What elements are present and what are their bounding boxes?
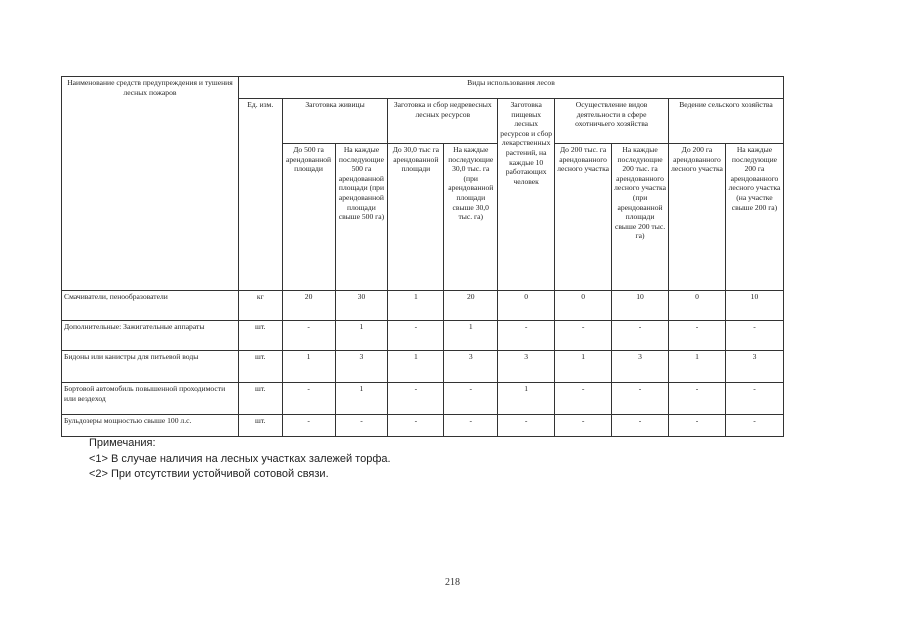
- row-value: 0: [498, 291, 555, 321]
- header-group: Заготовка и сбор недревесных лесных ресурсов: [388, 99, 498, 144]
- row-unit: шт.: [238, 415, 282, 437]
- row-value: 10: [725, 291, 783, 321]
- row-value: -: [498, 321, 555, 351]
- row-value: 1: [498, 383, 555, 415]
- row-value: -: [555, 415, 612, 437]
- note-item: <2> При отсутствии устойчивой сотовой связи.: [89, 468, 329, 480]
- header-kinds-title: Виды использования лесов: [238, 77, 783, 99]
- row-value: 0: [669, 291, 726, 321]
- row-value: -: [444, 383, 498, 415]
- row-value: -: [725, 321, 783, 351]
- header-sub: До 200 га арендованного лесного участка: [669, 144, 726, 291]
- header-group: Ведение сельского хозяйства: [669, 99, 784, 144]
- table-row: [62, 291, 784, 321]
- notes-title: Примечания:: [89, 437, 156, 449]
- row-value: -: [282, 383, 335, 415]
- table-row: [62, 321, 784, 351]
- row-value: -: [498, 415, 555, 437]
- header-sub: До 200 тыс. га арендованного лесного участка: [555, 144, 612, 291]
- row-name: Дополнительные: Зажигательные аппараты: [62, 321, 239, 351]
- row-value: 1: [444, 321, 498, 351]
- note-item: <1> В случае наличия на лесных участках залежей торфа.: [89, 452, 391, 465]
- row-value: -: [388, 321, 444, 351]
- page-number: 218: [445, 577, 460, 588]
- row-value: -: [669, 415, 726, 437]
- row-value: -: [669, 383, 726, 415]
- row-unit: шт.: [238, 351, 282, 383]
- row-value: -: [335, 415, 388, 437]
- row-value: -: [282, 321, 335, 351]
- row-value: 30: [335, 291, 388, 321]
- row-name: Бортовой автомобиль повышенной проходимости или вездеход: [62, 383, 239, 415]
- header-sub: На каждые последующие 30,0 тыс. га (при арендованной площади свыше 30,0 тыс. га): [444, 144, 498, 291]
- row-value: 10: [612, 291, 669, 321]
- header-sub: На каждые последующие 200 га арендованного лесного участка (на участке свыше 200 га): [725, 144, 783, 291]
- header-name-col: Наименование средств предупреждения и тушения лесных пожаров: [62, 77, 239, 291]
- row-value: 3: [444, 351, 498, 383]
- fire-equipment-table: [61, 76, 784, 437]
- row-value: 1: [335, 321, 388, 351]
- row-name: Бидоны или канистры для питьевой воды: [62, 351, 239, 383]
- row-value: -: [282, 415, 335, 437]
- row-value: -: [725, 415, 783, 437]
- table-body: [62, 291, 784, 437]
- row-value: 1: [555, 351, 612, 383]
- row-value: -: [725, 383, 783, 415]
- row-value: 1: [669, 351, 726, 383]
- row-value: -: [669, 321, 726, 351]
- row-unit: кг: [238, 291, 282, 321]
- row-value: 20: [444, 291, 498, 321]
- row-value: 3: [335, 351, 388, 383]
- row-value: -: [444, 415, 498, 437]
- row-name: Бульдозеры мощностью свыше 100 л.с.: [62, 415, 239, 437]
- header-unit-col: Ед. изм.: [238, 99, 282, 291]
- row-value: 3: [612, 351, 669, 383]
- header-group: Заготовка пищевых лесных ресурсов и сбор лекарственных растений, на каждые 10 работающих человек: [498, 99, 555, 291]
- table-row: [62, 383, 784, 415]
- table-row: [62, 351, 784, 383]
- row-value: -: [555, 383, 612, 415]
- row-name: Смачиватели, пенообразователи: [62, 291, 239, 321]
- row-value: 1: [388, 351, 444, 383]
- row-value: -: [555, 321, 612, 351]
- row-value: 20: [282, 291, 335, 321]
- row-unit: шт.: [238, 383, 282, 415]
- row-value: -: [612, 321, 669, 351]
- row-value: 1: [282, 351, 335, 383]
- row-value: 1: [388, 291, 444, 321]
- table-row: [62, 415, 784, 437]
- row-value: -: [388, 415, 444, 437]
- header-sub: До 30,0 тыс га арендованной площади: [388, 144, 444, 291]
- header-sub: До 500 га арендованной площади: [282, 144, 335, 291]
- header-sub: На каждые последующие 500 га арендованной площади (при арендованной площади свыше 500 га): [335, 144, 388, 291]
- row-value: 3: [725, 351, 783, 383]
- row-value: 1: [335, 383, 388, 415]
- row-value: 3: [498, 351, 555, 383]
- row-value: -: [612, 383, 669, 415]
- notes: [89, 436, 391, 483]
- header-group: Осуществление видов деятельности в сфере охотничьего хозяйства: [555, 99, 669, 144]
- header-sub: На каждые последующие 200 тыс. га арендованного лесного участка (при арендованной площади свыше 200 тыс. га): [612, 144, 669, 291]
- row-unit: шт.: [238, 321, 282, 351]
- row-value: -: [388, 383, 444, 415]
- row-value: -: [612, 415, 669, 437]
- row-value: 0: [555, 291, 612, 321]
- header-group: Заготовка живицы: [282, 99, 388, 144]
